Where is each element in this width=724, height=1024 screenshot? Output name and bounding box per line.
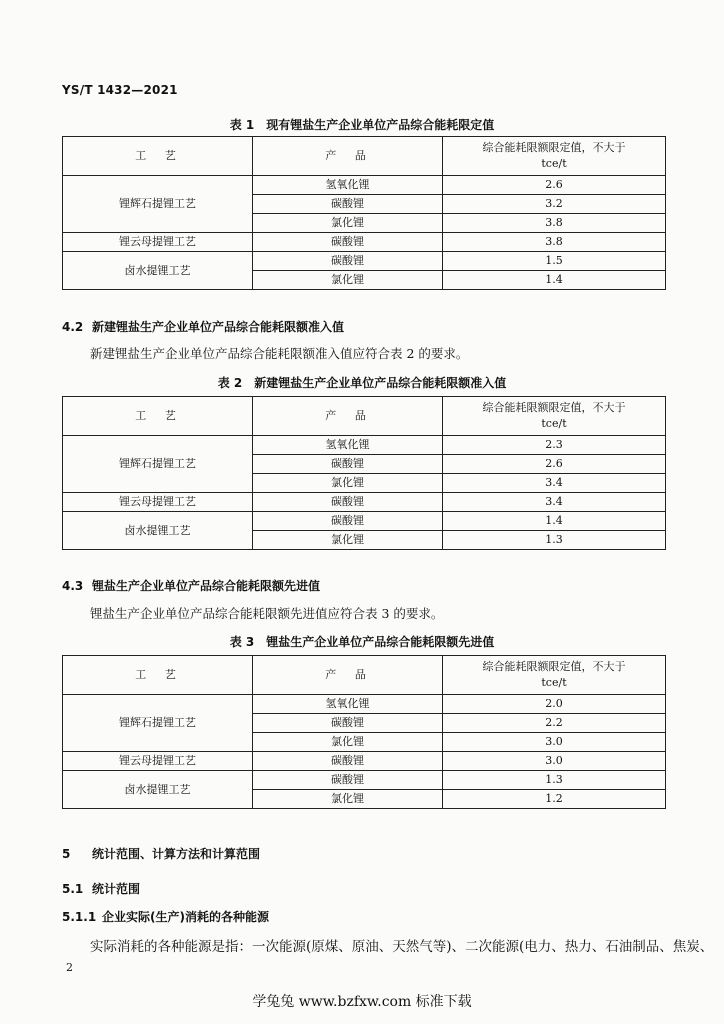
section-number: 5.1.1 <box>62 910 97 924</box>
section-title: 企业实际(生产)消耗的各种能源 <box>102 910 269 924</box>
process-cell: 卤水提锂工艺 <box>63 512 253 550</box>
value-cell: 2.6 <box>443 176 666 195</box>
value-cell: 3.8 <box>443 214 666 233</box>
product-cell: 碳酸锂 <box>253 512 443 531</box>
product-cell: 碳酸锂 <box>253 252 443 271</box>
process-cell: 锂辉石提锂工艺 <box>63 436 253 493</box>
value-cell: 1.4 <box>443 271 666 290</box>
section-title: 锂盐生产企业单位产品综合能耗限额先进值 <box>92 579 321 593</box>
table-row <box>63 436 666 455</box>
section-4-2-heading <box>62 318 344 335</box>
table-1-caption: 表 1 现有锂盐生产企业单位产品综合能耗限定值 <box>229 118 495 132</box>
table-row <box>63 176 666 195</box>
table-2-caption: 表 2 新建锂盐生产企业单位产品综合能耗限额准入值 <box>217 376 507 390</box>
product-cell: 碳酸锂 <box>253 455 443 474</box>
table-3 <box>62 655 666 809</box>
header-process: 工 艺 <box>63 137 253 176</box>
process-cell: 卤水提锂工艺 <box>63 252 253 290</box>
product-cell: 碳酸锂 <box>253 493 443 512</box>
process-cell: 锂辉石提锂工艺 <box>63 176 253 233</box>
section-title: 统计范围 <box>92 882 141 896</box>
header-process: 工 艺 <box>63 656 253 695</box>
table-header-row <box>63 137 666 176</box>
product-cell: 碳酸锂 <box>253 771 443 790</box>
section-number: 5 <box>62 847 71 861</box>
value-cell: 3.4 <box>443 493 666 512</box>
section-4-3-text: 锂盐生产企业单位产品综合能耗限额先进值应符合表 3 的要求。 <box>90 606 444 621</box>
header-product: 产 品 <box>253 137 443 176</box>
process-cell: 卤水提锂工艺 <box>63 771 253 809</box>
table-row <box>63 252 666 271</box>
product-cell: 氢氧化锂 <box>253 436 443 455</box>
table-1 <box>62 136 666 290</box>
value-cell: 1.3 <box>443 771 666 790</box>
section-4-2-text: 新建锂盐生产企业单位产品综合能耗限额准入值应符合表 2 的要求。 <box>90 346 469 361</box>
product-cell: 碳酸锂 <box>253 233 443 252</box>
product-cell: 氯化锂 <box>253 790 443 809</box>
product-cell: 氯化锂 <box>253 214 443 233</box>
product-cell: 氢氧化锂 <box>253 695 443 714</box>
value-cell: 1.2 <box>443 790 666 809</box>
section-number: 4.3 <box>62 579 84 593</box>
value-cell: 3.2 <box>443 195 666 214</box>
table-row <box>63 233 666 252</box>
value-cell: 3.8 <box>443 233 666 252</box>
section-5-heading <box>62 845 260 862</box>
product-cell: 碳酸锂 <box>253 195 443 214</box>
header-product: 产 品 <box>253 397 443 436</box>
section-title: 新建锂盐生产企业单位产品综合能耗限额准入值 <box>92 320 345 334</box>
table-row <box>63 771 666 790</box>
process-cell: 锂云母提锂工艺 <box>63 233 253 252</box>
page-number: 2 <box>66 961 73 974</box>
value-cell: 3.0 <box>443 733 666 752</box>
value-cell: 2.2 <box>443 714 666 733</box>
table-row <box>63 493 666 512</box>
value-cell: 1.3 <box>443 531 666 550</box>
product-cell: 氯化锂 <box>253 474 443 493</box>
product-cell: 氯化锂 <box>253 733 443 752</box>
value-cell: 2.0 <box>443 695 666 714</box>
section-5-1-heading <box>62 880 140 897</box>
header-process: 工 艺 <box>63 397 253 436</box>
section-title: 统计范围、计算方法和计算范围 <box>92 847 261 861</box>
value-cell: 3.4 <box>443 474 666 493</box>
header-product: 产 品 <box>253 656 443 695</box>
table-3-caption: 表 3 锂盐生产企业单位产品综合能耗限额先进值 <box>229 635 495 649</box>
table-header-row <box>63 656 666 695</box>
footer-watermark: 学兔兔 www.bzfxw.com 标准下载 <box>252 994 472 1010</box>
table-row <box>63 695 666 714</box>
section-number: 4.2 <box>62 320 84 334</box>
table-header-row <box>63 397 666 436</box>
product-cell: 氯化锂 <box>253 271 443 290</box>
section-number: 5.1 <box>62 882 84 896</box>
header-value: 综合能耗限额限定值，不大于 tce/t <box>443 137 666 176</box>
value-cell: 1.5 <box>443 252 666 271</box>
section-4-3-heading <box>62 577 320 594</box>
section-5-1-1-heading <box>62 908 269 925</box>
product-cell: 氢氧化锂 <box>253 176 443 195</box>
value-cell: 2.6 <box>443 455 666 474</box>
process-cell: 锂云母提锂工艺 <box>63 493 253 512</box>
table-row <box>63 752 666 771</box>
section-5-1-1-text: 实际消耗的各种能源是指：一次能源(原煤、原油、天然气等)、二次能源(电力、热力、石油制品、焦炭、 <box>90 939 714 955</box>
value-cell: 2.3 <box>443 436 666 455</box>
header-value: 综合能耗限额限定值，不大于 tce/t <box>443 656 666 695</box>
table-2 <box>62 396 666 550</box>
product-cell: 碳酸锂 <box>253 752 443 771</box>
process-cell: 锂云母提锂工艺 <box>63 752 253 771</box>
product-cell: 氯化锂 <box>253 531 443 550</box>
process-cell: 锂辉石提锂工艺 <box>63 695 253 752</box>
standard-code: YS/T 1432—2021 <box>62 83 178 97</box>
product-cell: 碳酸锂 <box>253 714 443 733</box>
value-cell: 1.4 <box>443 512 666 531</box>
table-row <box>63 512 666 531</box>
value-cell: 3.0 <box>443 752 666 771</box>
header-value: 综合能耗限额限定值，不大于 tce/t <box>443 397 666 436</box>
